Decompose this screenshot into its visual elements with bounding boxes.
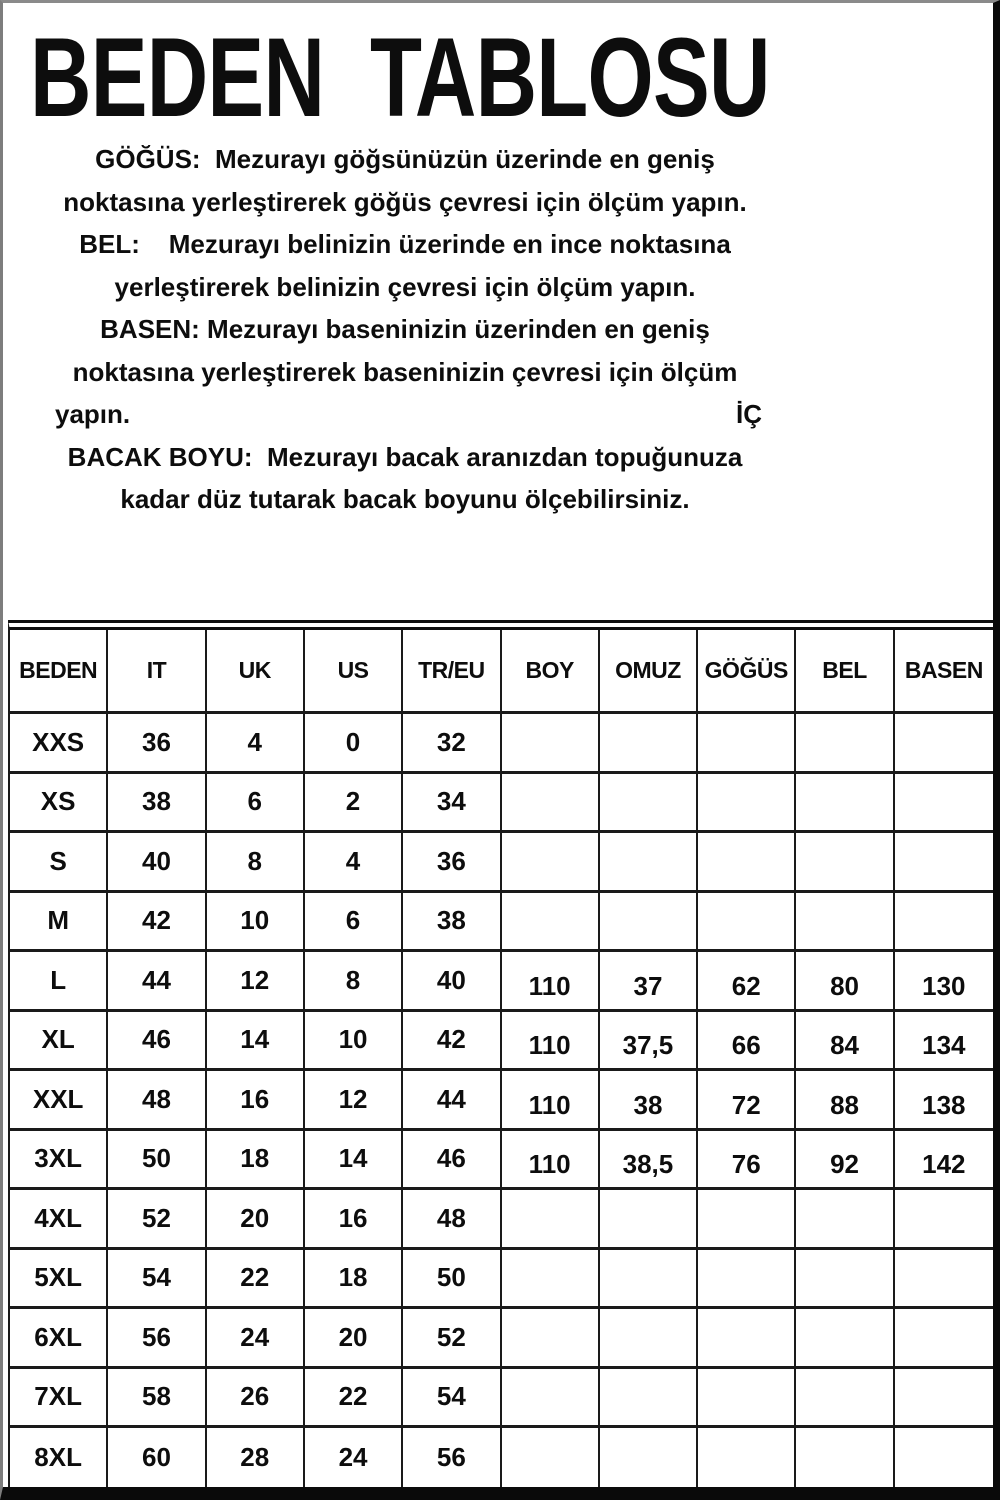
value-cell: [698, 714, 796, 774]
value-cell: [600, 893, 698, 953]
value-cell: [895, 1369, 993, 1429]
table-row: [10, 1250, 993, 1310]
value-cell: 142: [895, 1131, 993, 1191]
value-cell: 38: [600, 1071, 698, 1131]
value-cell: [502, 1309, 600, 1369]
instruction-line: BASEN: Mezurayı baseninizin üzerinden en geniş: [100, 314, 710, 344]
value-cell: [895, 1428, 993, 1488]
value-cell: 50: [108, 1131, 206, 1191]
value-cell: 24: [305, 1428, 403, 1488]
table-row: [10, 774, 993, 834]
value-cell: 66: [698, 1012, 796, 1072]
value-cell: 92: [796, 1131, 894, 1191]
value-cell: 18: [305, 1250, 403, 1310]
value-cell: [796, 1250, 894, 1310]
measurement-instructions: [10, 138, 800, 521]
column-header-uk: UK: [207, 630, 305, 714]
value-cell: 42: [403, 1012, 501, 1072]
value-cell: 80: [796, 952, 894, 1012]
value-cell: 12: [207, 952, 305, 1012]
value-cell: 110: [502, 952, 600, 1012]
table-row: [10, 833, 993, 893]
value-cell: [895, 774, 993, 834]
table-row: [10, 1309, 993, 1369]
value-cell: 44: [403, 1071, 501, 1131]
instruction-line: yerleştirerek belinizin çevresi için ölçüm yapın.: [114, 271, 696, 302]
value-cell: [698, 1309, 796, 1369]
value-cell: 16: [305, 1190, 403, 1250]
table-row: [10, 893, 993, 953]
value-cell: 37: [600, 952, 698, 1012]
value-cell: 110: [502, 1071, 600, 1131]
size-label-cell: XXS: [10, 714, 108, 774]
value-cell: 0: [305, 714, 403, 774]
value-cell: [502, 1369, 600, 1429]
value-cell: 38,5: [600, 1131, 698, 1191]
value-cell: 10: [207, 893, 305, 953]
value-cell: 58: [108, 1369, 206, 1429]
value-cell: 84: [796, 1012, 894, 1072]
size-label-cell: 6XL: [10, 1309, 108, 1369]
value-cell: 42: [108, 893, 206, 953]
value-cell: [796, 1190, 894, 1250]
value-cell: 50: [403, 1250, 501, 1310]
value-cell: 22: [305, 1369, 403, 1429]
column-header-basen: BASEN: [895, 630, 993, 714]
value-cell: 22: [207, 1250, 305, 1310]
instruction-line: [10, 393, 800, 436]
size-label-cell: XL: [10, 1012, 108, 1072]
value-cell: 72: [698, 1071, 796, 1131]
value-cell: [796, 893, 894, 953]
table-row: [10, 1369, 993, 1429]
value-cell: 10: [305, 1012, 403, 1072]
value-cell: 14: [207, 1012, 305, 1072]
instruction-line: BACAK BOYU: Mezurayı bacak aranızdan topuğunuza: [67, 441, 743, 472]
size-label-cell: S: [10, 833, 108, 893]
value-cell: [502, 774, 600, 834]
column-header-tr-eu: TR/EU: [403, 630, 501, 714]
table-header-row: [10, 630, 993, 714]
value-cell: [796, 1428, 894, 1488]
column-header-bel: BEL: [796, 630, 894, 714]
value-cell: 56: [403, 1428, 501, 1488]
value-cell: [600, 1250, 698, 1310]
size-table: [8, 620, 993, 1488]
table-row: [10, 714, 993, 774]
value-cell: 18: [207, 1131, 305, 1191]
value-cell: [698, 1369, 796, 1429]
value-cell: 88: [796, 1071, 894, 1131]
value-cell: 4: [207, 714, 305, 774]
table-row: [10, 1131, 993, 1191]
value-cell: 44: [108, 952, 206, 1012]
value-cell: [698, 893, 796, 953]
column-header-boy: BOY: [502, 630, 600, 714]
value-cell: [502, 1190, 600, 1250]
value-cell: [698, 774, 796, 834]
value-cell: [698, 1250, 796, 1310]
value-cell: 40: [403, 952, 501, 1012]
value-cell: [796, 714, 894, 774]
value-cell: [502, 893, 600, 953]
column-header-g-s: GÖĞÜS: [698, 630, 796, 714]
value-cell: [698, 1428, 796, 1488]
table-row: [10, 1012, 993, 1072]
value-cell: [796, 1309, 894, 1369]
size-label-cell: 7XL: [10, 1369, 108, 1429]
value-cell: 62: [698, 952, 796, 1012]
value-cell: 38: [108, 774, 206, 834]
value-cell: 46: [108, 1012, 206, 1072]
value-cell: 38: [403, 893, 501, 953]
value-cell: 14: [305, 1131, 403, 1191]
value-cell: [600, 714, 698, 774]
column-header-omuz: OMUZ: [600, 630, 698, 714]
value-cell: 20: [207, 1190, 305, 1250]
value-cell: 34: [403, 774, 501, 834]
value-cell: 48: [403, 1190, 501, 1250]
size-label-cell: 5XL: [10, 1250, 108, 1310]
value-cell: 6: [305, 893, 403, 953]
value-cell: 12: [305, 1071, 403, 1131]
column-header-us: US: [305, 630, 403, 714]
instruction-line: GÖĞÜS: Mezurayı göğsünüzün üzerinde en geniş: [95, 144, 715, 174]
value-cell: [895, 1250, 993, 1310]
instruction-line: BEL: Mezurayı belinizin üzerinde en ince noktasına: [79, 229, 731, 259]
size-label-cell: 8XL: [10, 1428, 108, 1488]
value-cell: 130: [895, 952, 993, 1012]
column-header-it: IT: [108, 630, 206, 714]
value-cell: 4: [305, 833, 403, 893]
instruction-line: noktasına yerleştirerek göğüs çevresi için ölçüm yapın.: [63, 186, 747, 217]
value-cell: 60: [108, 1428, 206, 1488]
value-cell: 40: [108, 833, 206, 893]
value-cell: 28: [207, 1428, 305, 1488]
value-cell: [796, 774, 894, 834]
value-cell: [600, 1190, 698, 1250]
instruction-line: noktasına yerleştirerek baseninizin çevresi için ölçüm: [72, 356, 738, 387]
value-cell: [895, 1309, 993, 1369]
value-cell: 2: [305, 774, 403, 834]
value-cell: 46: [403, 1131, 501, 1191]
value-cell: 76: [698, 1131, 796, 1191]
value-cell: 56: [108, 1309, 206, 1369]
page-title: BEDEN TABLOSU: [30, 15, 770, 140]
value-cell: [502, 833, 600, 893]
value-cell: [895, 833, 993, 893]
value-cell: 52: [403, 1309, 501, 1369]
value-cell: [895, 714, 993, 774]
size-label-cell: 4XL: [10, 1190, 108, 1250]
value-cell: [600, 1369, 698, 1429]
value-cell: 54: [108, 1250, 206, 1310]
size-label-cell: XS: [10, 774, 108, 834]
value-cell: [796, 1369, 894, 1429]
value-cell: [698, 1190, 796, 1250]
value-cell: [796, 833, 894, 893]
value-cell: [895, 1190, 993, 1250]
size-label-cell: XXL: [10, 1071, 108, 1131]
ic-label: İÇ: [736, 399, 762, 429]
value-cell: 37,5: [600, 1012, 698, 1072]
value-cell: 16: [207, 1071, 305, 1131]
value-cell: 110: [502, 1131, 600, 1191]
value-cell: 54: [403, 1369, 501, 1429]
table-row: [10, 1190, 993, 1250]
value-cell: [502, 1250, 600, 1310]
value-cell: 138: [895, 1071, 993, 1131]
value-cell: [600, 1428, 698, 1488]
value-cell: [600, 774, 698, 834]
value-cell: 6: [207, 774, 305, 834]
value-cell: 52: [108, 1190, 206, 1250]
table-row: [10, 952, 993, 1012]
value-cell: [600, 1309, 698, 1369]
size-label-cell: L: [10, 952, 108, 1012]
value-cell: 36: [403, 833, 501, 893]
size-label-cell: 3XL: [10, 1131, 108, 1191]
value-cell: 48: [108, 1071, 206, 1131]
value-cell: 24: [207, 1309, 305, 1369]
value-cell: [502, 1428, 600, 1488]
value-cell: [502, 714, 600, 774]
value-cell: [698, 833, 796, 893]
instruction-line: kadar düz tutarak bacak boyunu ölçebilirsiniz.: [120, 484, 690, 514]
size-label-cell: M: [10, 893, 108, 953]
value-cell: 36: [108, 714, 206, 774]
column-header-beden: BEDEN: [10, 630, 108, 714]
value-cell: 8: [207, 833, 305, 893]
value-cell: 110: [502, 1012, 600, 1072]
value-cell: 20: [305, 1309, 403, 1369]
value-cell: 26: [207, 1369, 305, 1429]
value-cell: [895, 893, 993, 953]
table-row: [10, 1071, 993, 1131]
value-cell: [600, 833, 698, 893]
value-cell: 32: [403, 714, 501, 774]
instruction-line-left: yapın.: [55, 399, 131, 429]
value-cell: 134: [895, 1012, 993, 1072]
table-row: [10, 1428, 993, 1488]
value-cell: 8: [305, 952, 403, 1012]
